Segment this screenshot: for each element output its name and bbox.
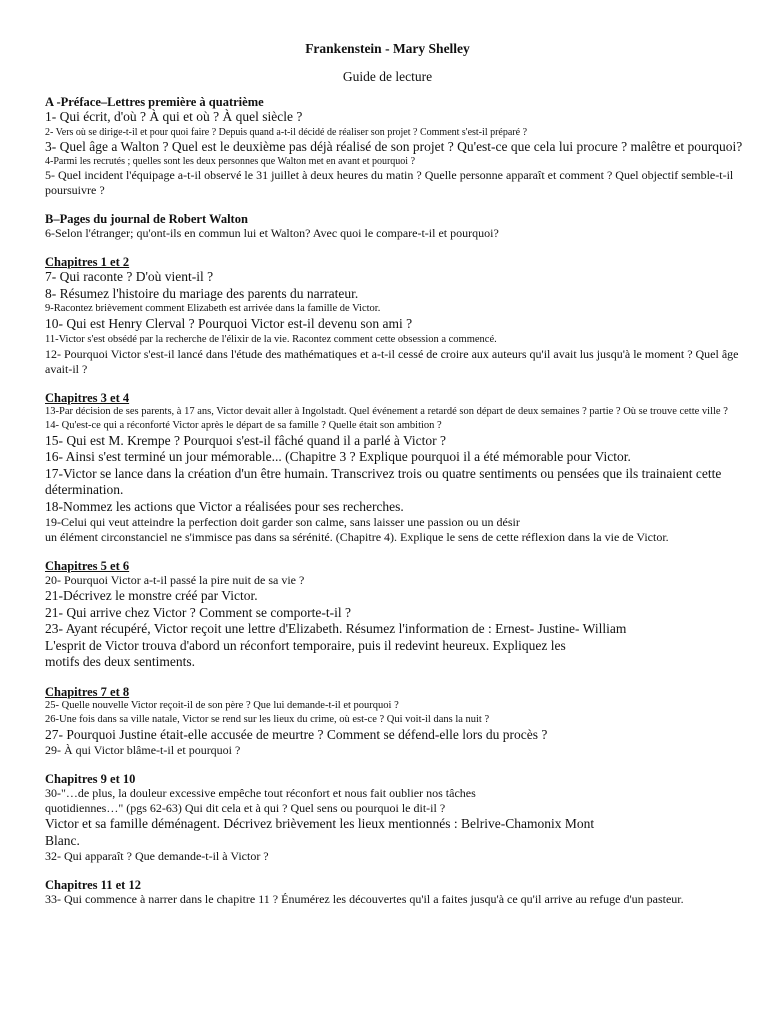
question-8: 8- Résumez l'histoire du mariage des parents du narrateur. (45, 285, 359, 301)
section-heading: Chapitres 11 et 12 (45, 878, 141, 892)
question-21b: 21- Qui arrive chez Victor ? Comment se comporte-t-il ? (45, 604, 351, 620)
document-title: Frankenstein - Mary Shelley (305, 41, 470, 56)
question-24-line-1: L'esprit de Victor trouva d'abord un réconfort temporaire, puis il redevint heureux. Expliquez les (45, 637, 566, 653)
question-30-line-1: 30-"…de plus, la douleur excessive empêche tout réconfort et nous fait oublier nos tâches (45, 786, 476, 800)
section-heading: Chapitres 9 et 10 (45, 772, 136, 786)
question-15: 15- Qui est M. Krempe ? Pourquoi s'est-il fâché quand il a parlé à Victor ? (45, 432, 447, 448)
section-chapters-7-8 (45, 685, 745, 759)
section-heading: Chapitres 5 et 6 (45, 559, 130, 573)
question-26: 26-Une fois dans sa ville natale, Victor se rend sur les lieux du crime, où est-ce ? Qui voit-il dans la nuit ? (45, 713, 490, 725)
question-21: 21-Décrivez le monstre créé par Victor. (45, 588, 258, 603)
section-heading: Chapitres 7 et 8 (45, 684, 130, 699)
question-24-line-2: motifs des deux sentiments. (45, 654, 195, 669)
question-25: 25- Quelle nouvelle Victor reçoit-il de son père ? Que lui demande-t-il et pourquoi ? (45, 699, 399, 711)
question-5: 5- Quel incident l'équipage a-t-il observé le 31 juillet à deux heures du matin ? Quelle personne apparaît et comment ? Quel objectif semble-t-il poursuivre ? (45, 168, 734, 197)
question-30-line-2: quotidiennes…" (pgs 62-63) Qui dit cela et à qui ? Quel sens ou pourquoi le dit-il ? (45, 801, 446, 815)
question-29: 29- À qui Victor blâme-t-il et pourquoi ? (45, 743, 241, 757)
question-27: 27- Pourquoi Justine était-elle accusée de meurtre ? Comment se défend-elle lors du procès ? (45, 726, 548, 742)
question-9: 9-Racontez brièvement comment Elizabeth est arrivée dans la famille de Victor. (45, 303, 381, 314)
question-32: 32- Qui apparaît ? Que demande-t-il à Victor ? (45, 849, 269, 863)
question-10: 10- Qui est Henry Clerval ? Pourquoi Victor est-il devenu son ami ? (45, 316, 413, 331)
section-heading: A -Préface–Lettres première à quatrième (45, 95, 264, 109)
section-preface (45, 95, 745, 198)
question-6: 6-Selon l'étranger; qu'ont-ils en commun lui et Walton? Avec quoi le compare-t-il et pourquoi? (45, 226, 499, 240)
section-heading: B–Pages du journal de Robert Walton (45, 212, 248, 226)
question-7: 7- Qui raconte ? D'où vient-il ? (45, 269, 214, 284)
question-4: 4-Parmi les recrutés ; quelles sont les deux personnes que Walton met en avant et pourquoi ? (45, 156, 416, 167)
question-16: 16- Ainsi s'est terminé un jour mémorable... (Chapitre 3 ? Explique pourquoi il a été mémorable pour Victor. (45, 449, 631, 464)
question-19-line-1: 19-Celui qui veut atteindre la perfection doit garder son calme, sans laisser une passion ou un désir (45, 515, 520, 529)
section-chapters-11-12 (45, 878, 745, 907)
question-33: 33- Qui commence à narrer dans le chapitre 11 ? Énumérez les découvertes qu'il a faites jusqu'à ce qu'il arrive au refuge d'un pasteur. (45, 892, 684, 906)
question-14: 14- Qu'est-ce qui a réconforté Victor après le départ de sa famille ? Quelle était son ambition ? (45, 419, 442, 431)
question-3: 3- Quel âge a Walton ? Quel est le deuxième pas déjà réalisé de son projet ? Qu'est-ce que cela lui procure ? malêtre et pourquoi? (45, 138, 743, 154)
question-31: Victor et sa famille déménagent. Décrivez brièvement les lieux mentionnés : Belrive-Chamonix Mont Blanc. (45, 816, 595, 848)
document-subtitle: Guide de lecture (342, 69, 433, 84)
question-12: 12- Pourquoi Victor s'est-il lancé dans l'étude des mathématiques et a-t-il cessé de croire aux auteurs qu'il avait lus jusqu'à le moment ? Quel âge avait-il ? (45, 346, 739, 376)
section-chapters-5-6 (45, 559, 745, 671)
document-page (45, 41, 745, 907)
section-chapters-1-2 (45, 255, 745, 377)
question-11: 11-Victor s'est obsédé par la recherche de l'élixir de la vie. Racontez comment cette obsession a commencé. (45, 333, 497, 345)
question-18: 18-Nommez les actions que Victor a réalisées pour ses recherches. (45, 498, 404, 514)
question-1: 1- Qui écrit, d'où ? À qui et où ? À quel siècle ? (45, 109, 303, 124)
question-20: 20- Pourquoi Victor a-t-il passé la pire nuit de sa vie ? (45, 573, 305, 587)
question-19-line-2: un élément circonstanciel ne s'immisce pas dans sa sérénité. (Chapitre 4). Explique le sens de cette réflexion dans la vie de Victor. (45, 530, 669, 544)
section-heading: Chapitres 1 et 2 (45, 255, 130, 269)
question-23: 23- Ayant récupéré, Victor reçoit une lettre d'Elizabeth. Résumez l'information de : Ernest- Justine- William (45, 621, 627, 636)
question-17: 17-Victor se lance dans la création d'un être humain. Transcrivez trois ou quatre sentiments ou pensées que ils trainaient cette détermination. (45, 465, 722, 497)
section-heading: Chapitres 3 et 4 (45, 390, 130, 405)
section-chapters-3-4 (45, 391, 745, 546)
question-13: 13-Par décision de ses parents, à 17 ans, Victor devait aller à Ingolstadt. Quel événement a retardé son départ de deux semaines ? partie ? Où se trouve cette ville ? (45, 405, 728, 417)
section-chapters-9-10 (45, 772, 745, 864)
question-2: 2- Vers où se dirige-t-il et pour quoi faire ? Depuis quand a-t-il décidé de réaliser son projet ? Comment s'est-il préparé ? (45, 126, 528, 138)
section-journal (45, 212, 745, 241)
